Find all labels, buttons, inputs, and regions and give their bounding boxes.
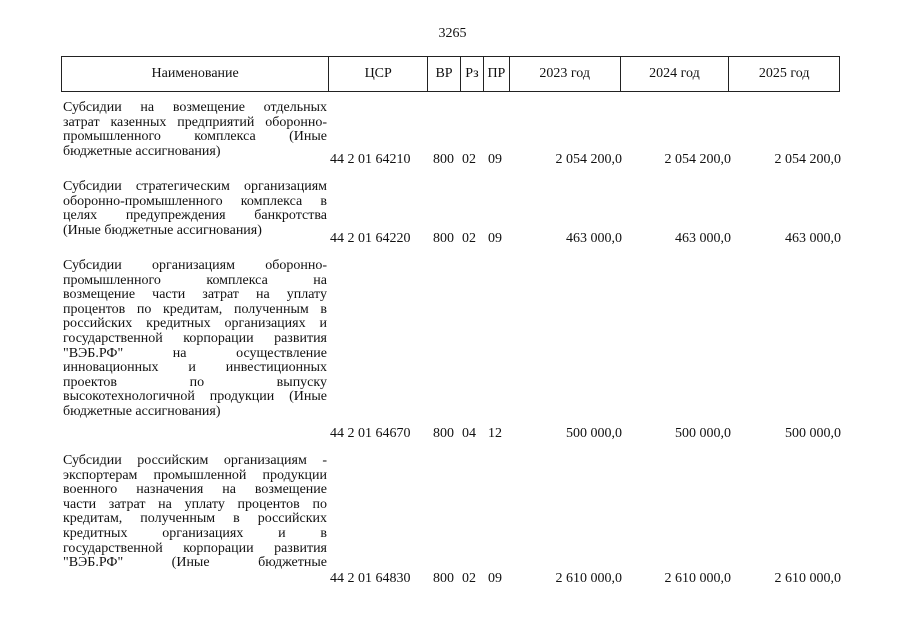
row-vr: 800 (433, 231, 454, 246)
row-vr: 800 (433, 426, 454, 441)
row-name-line: экспортерам промышленной продукции (63, 467, 327, 483)
row-2024: 2 610 000,0 (664, 571, 731, 586)
row-values (61, 427, 841, 442)
header-pr: ПР (484, 57, 510, 91)
row-vr: 800 (433, 571, 454, 586)
row-2025: 463 000,0 (785, 231, 841, 246)
row-name-line: бюджетные ассигнования) (63, 143, 221, 159)
row-name-line: Субсидии организациям оборонно- (63, 258, 327, 273)
row-2023: 2 610 000,0 (555, 571, 622, 586)
page-number: 3265 (438, 26, 467, 41)
row-name-line: проектов по выпуску (63, 374, 327, 390)
row-name-line: инновационных и инвестиционных (63, 360, 327, 376)
row-name-line: бюджетные ассигнования) (63, 403, 221, 419)
header-2025: 2025 год (758, 66, 810, 81)
row-2025: 2 054 200,0 (774, 152, 841, 167)
row-name-line: оборонно-промышленного комплекса в (63, 193, 327, 209)
header-rz: Рз (461, 57, 484, 91)
row-name (63, 259, 327, 420)
row-name-line: (Иные бюджетные ассигнования) (63, 222, 262, 238)
row-2023: 500 000,0 (566, 426, 622, 441)
row-values (61, 153, 841, 168)
row-name-line: Субсидии стратегическим организациям (63, 179, 327, 194)
row-name (63, 180, 327, 238)
row-pr: 09 (488, 152, 502, 167)
row-2023: 2 054 200,0 (555, 152, 622, 167)
row-name-line: промышленного комплекса (Иные (63, 129, 327, 145)
header-vr: ВР (428, 57, 461, 91)
row-pr: 09 (488, 231, 502, 246)
row-2025: 500 000,0 (785, 426, 841, 441)
row-name-line: возмещение части затрат на уплату (63, 287, 327, 303)
row-name-line: государственной корпорации развития (63, 540, 327, 556)
row-name-line: Субсидии на возмещение отдельных (63, 100, 327, 115)
row-name-line: целях предупреждения банкротства (63, 208, 327, 224)
row-2025: 2 610 000,0 (774, 571, 841, 586)
row-name-line: высокотехнологичной продукции (Иные (63, 389, 327, 405)
row-rz: 02 (462, 571, 476, 586)
row-name-line: государственной корпорации развития (63, 330, 327, 346)
row-2023: 463 000,0 (566, 231, 622, 246)
row-name-line: части затрат на уплату процентов по (63, 496, 327, 512)
table-header (61, 56, 840, 92)
row-values (61, 232, 841, 247)
header-2023: 2023 год (510, 57, 621, 91)
row-pr: 09 (488, 571, 502, 586)
row-name-line: военного назначения на возмещение (63, 482, 327, 498)
row-2024: 463 000,0 (675, 231, 731, 246)
row-name-line: затрат казенных предприятий оборонно- (63, 114, 327, 130)
row-name-line: "ВЭБ.РФ" (Иные бюджетные (63, 555, 327, 571)
row-name-line: промышленного комплекса на (63, 272, 327, 288)
row-2024: 500 000,0 (675, 426, 731, 441)
row-name-line: российских кредитных организациях и (63, 316, 327, 332)
row-rz: 02 (462, 231, 476, 246)
header-2024: 2024 год (621, 57, 730, 91)
row-name-line: Субсидии российским организациям - (63, 453, 327, 468)
row-name-line: кредитных организациях и в (63, 525, 327, 541)
row-vr: 800 (433, 152, 454, 167)
row-values (61, 572, 841, 587)
row-name-line: кредитам, полученным в российских (63, 511, 327, 527)
row-name (63, 101, 327, 159)
row-csr: 44 2 01 64670 (330, 426, 411, 441)
row-name (63, 454, 327, 571)
row-csr: 44 2 01 64830 (330, 571, 411, 586)
row-2024: 2 054 200,0 (664, 152, 731, 167)
header-name: Наименование (62, 57, 329, 91)
row-csr: 44 2 01 64220 (330, 231, 411, 246)
row-name-line: "ВЭБ.РФ" на осуществление (63, 345, 327, 361)
row-rz: 02 (462, 152, 476, 167)
header-csr: ЦСР (329, 57, 428, 91)
row-name-line: процентов по кредитам, полученным в (63, 301, 327, 317)
row-pr: 12 (488, 426, 502, 441)
row-csr: 44 2 01 64210 (330, 152, 411, 167)
row-rz: 04 (462, 426, 476, 441)
